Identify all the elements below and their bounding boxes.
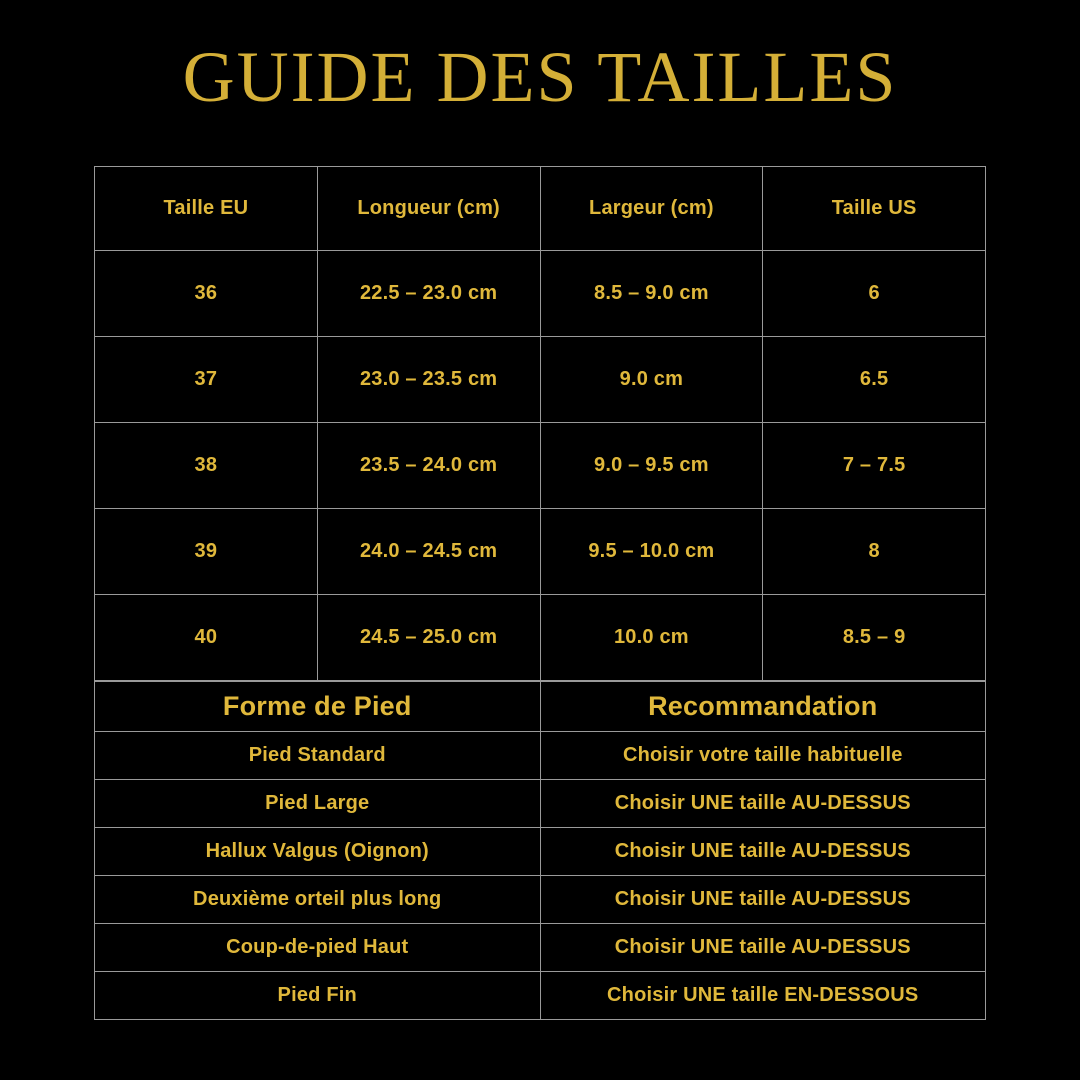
- cell-taille-us: 8.5 – 9: [763, 595, 986, 681]
- table-row: [95, 251, 986, 337]
- cell-largeur: 8.5 – 9.0 cm: [540, 251, 763, 337]
- cell-recommandation: Choisir UNE taille EN-DESSOUS: [540, 972, 986, 1020]
- column-header-recommandation: Recommandation: [540, 682, 986, 732]
- cell-largeur: 9.5 – 10.0 cm: [540, 509, 763, 595]
- page-title: GUIDE DES TAILLES: [182, 37, 898, 117]
- cell-longueur: 22.5 – 23.0 cm: [317, 251, 540, 337]
- table-row: [95, 828, 986, 876]
- foot-shape-body: [95, 732, 986, 1020]
- cell-largeur: 10.0 cm: [540, 595, 763, 681]
- table-header-row: [95, 682, 986, 732]
- foot-shape-table: [94, 681, 986, 1020]
- cell-recommandation: Choisir votre taille habituelle: [540, 732, 986, 780]
- cell-recommandation: Choisir UNE taille AU-DESSUS: [540, 780, 986, 828]
- cell-longueur: 24.0 – 24.5 cm: [317, 509, 540, 595]
- cell-recommandation: Choisir UNE taille AU-DESSUS: [540, 876, 986, 924]
- cell-longueur: 23.0 – 23.5 cm: [317, 337, 540, 423]
- table-row: [95, 732, 986, 780]
- cell-taille-eu: 38: [95, 423, 318, 509]
- cell-taille-eu: 36: [95, 251, 318, 337]
- table-row: [95, 509, 986, 595]
- cell-taille-us: 7 – 7.5: [763, 423, 986, 509]
- table-row: [95, 876, 986, 924]
- size-chart-body: [95, 251, 986, 681]
- column-header-longueur: Longueur (cm): [317, 167, 540, 251]
- size-chart-table: [94, 166, 986, 681]
- cell-taille-us: 6: [763, 251, 986, 337]
- cell-recommandation: Choisir UNE taille AU-DESSUS: [540, 924, 986, 972]
- cell-forme-de-pied: Hallux Valgus (Oignon): [95, 828, 541, 876]
- table-row: [95, 595, 986, 681]
- column-header-taille-eu: Taille EU: [95, 167, 318, 251]
- column-header-taille-us: Taille US: [763, 167, 986, 251]
- cell-largeur: 9.0 cm: [540, 337, 763, 423]
- table-row: [95, 972, 986, 1020]
- cell-taille-eu: 39: [95, 509, 318, 595]
- column-header-largeur: Largeur (cm): [540, 167, 763, 251]
- size-chart-header: [95, 167, 986, 251]
- cell-taille-us: 6.5: [763, 337, 986, 423]
- cell-recommandation: Choisir UNE taille AU-DESSUS: [540, 828, 986, 876]
- column-header-forme-de-pied: Forme de Pied: [95, 682, 541, 732]
- cell-forme-de-pied: Pied Standard: [95, 732, 541, 780]
- table-header-row: [95, 167, 986, 251]
- cell-forme-de-pied: Pied Fin: [95, 972, 541, 1020]
- cell-forme-de-pied: Pied Large: [95, 780, 541, 828]
- cell-largeur: 9.0 – 9.5 cm: [540, 423, 763, 509]
- cell-taille-eu: 40: [95, 595, 318, 681]
- table-row: [95, 924, 986, 972]
- table-row: [95, 337, 986, 423]
- table-row: [95, 780, 986, 828]
- foot-shape-header: [95, 682, 986, 732]
- cell-forme-de-pied: Deuxième orteil plus long: [95, 876, 541, 924]
- table-row: [95, 423, 986, 509]
- tables-container: [94, 166, 985, 1020]
- cell-taille-us: 8: [763, 509, 986, 595]
- cell-taille-eu: 37: [95, 337, 318, 423]
- cell-longueur: 23.5 – 24.0 cm: [317, 423, 540, 509]
- cell-forme-de-pied: Coup-de-pied Haut: [95, 924, 541, 972]
- cell-longueur: 24.5 – 25.0 cm: [317, 595, 540, 681]
